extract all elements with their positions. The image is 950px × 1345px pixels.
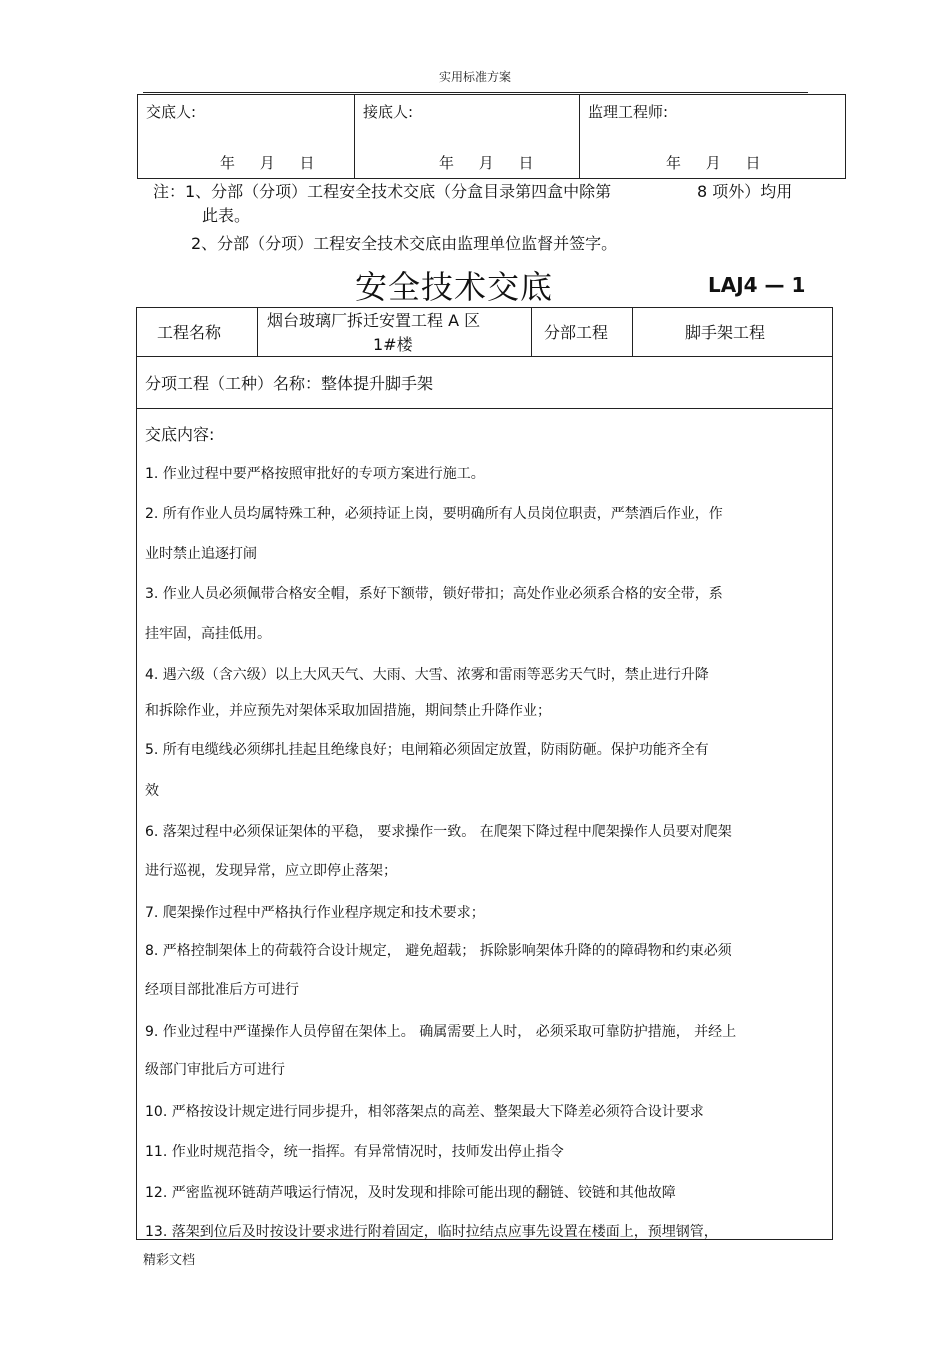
signature-table <box>137 94 846 179</box>
content-label: 交底内容: <box>145 425 215 444</box>
col-divider <box>632 308 633 357</box>
page-footer: 精彩文档 <box>143 1253 196 1268</box>
page-header: 实用标准方案 <box>438 70 511 84</box>
content-line: 7. 爬架操作过程中严格执行作业程序规定和技术要求； <box>145 905 485 921</box>
content-line: 2. 所有作业人员均属特殊工种，必须持证上岗，要明确所有人员岗位职责，严禁酒后作业，作 <box>145 506 723 522</box>
content-line: 进行巡视，发现异常，应立即停止落架； <box>145 863 397 879</box>
discloser-date: 年 月 日 <box>220 154 317 172</box>
content-line: 9. 作业过程中严谨操作人员停留在架体上。 确属需要上人时， 必须采取可靠防护措施， 并经上 <box>145 1024 737 1040</box>
content-line: 8. 严格控制架体上的荷载符合设计规定， 避免超载； 拆除影响架体升降的的障碍物和约束必须 <box>145 943 732 959</box>
signature-cell-supervisor <box>580 95 845 178</box>
project-name-value: 烟台玻璃厂拆迁安置工程 A 区 <box>267 311 481 330</box>
content-line: 1. 作业过程中要严格按照审批好的专项方案进行施工。 <box>145 466 485 482</box>
supervisor-label: 监理工程师: <box>588 103 669 121</box>
disclosure-table <box>136 307 833 1240</box>
project-name-value-2: 1#楼 <box>373 335 413 354</box>
col-divider <box>531 308 532 357</box>
part-value: 脚手架工程 <box>685 323 766 342</box>
note-2: 2、分部（分项）工程安全技术交底由监理单位监督并签字。 <box>191 234 618 253</box>
content-line: 挂牢固，高挂低用。 <box>145 626 271 642</box>
content-line: 经项目部批准后方可进行 <box>145 982 299 998</box>
form-code: LAJ4 — 1 <box>708 273 806 297</box>
header-divider <box>143 92 808 93</box>
project-name-label: 工程名称 <box>157 323 222 342</box>
content-line: 10. 严格按设计规定进行同步提升，相邻落架点的高差、整架最大下降差必须符合设计要求 <box>145 1104 704 1120</box>
content-line: 13. 落架到位后及时按设计要求进行附着固定，临时拉结点应事先设置在楼面上，预埋钢管， <box>145 1224 718 1240</box>
content-line: 5. 所有电缆线必须绑扎挂起且绝缘良好；电闸箱必须固定放置，防雨防砸。保护功能齐全有 <box>145 742 709 758</box>
receiver-label: 接底人: <box>363 103 414 121</box>
content-line: 和拆除作业，并应预先对架体采取加固措施，期间禁止升降作业； <box>145 703 551 719</box>
discloser-label: 交底人: <box>146 103 197 121</box>
part-label: 分部工程 <box>544 323 609 342</box>
content-line: 业时禁止追逐打闹 <box>145 546 257 562</box>
receiver-date: 年 月 日 <box>439 154 536 172</box>
content-line: 11. 作业时规范指令，统一指挥。有异常情况时，技师发出停止指令 <box>145 1144 564 1160</box>
document-title: 安全技术交底 <box>355 268 554 306</box>
content-line: 效 <box>145 783 159 799</box>
note-1-tail: 8 项外）均用 <box>697 182 793 201</box>
col-divider <box>257 308 258 357</box>
content-line: 4. 遇六级（含六级）以上大风天气、大雨、大雪、浓雾和雷雨等恶劣天气时，禁止进行升降 <box>145 667 709 683</box>
subitem-name: 分项工程（工种）名称：整体提升脚手架 <box>145 374 434 393</box>
content-line: 12. 严密监视环链葫芦哦运行情况，及时发现和排除可能出现的翻链、铰链和其他故障 <box>145 1185 676 1201</box>
content-line: 6. 落架过程中必须保证架体的平稳， 要求操作一致。 在爬架下降过程中爬架操作人员要对爬架 <box>145 824 732 840</box>
note-1-cont: 此表。 <box>202 206 251 225</box>
row-divider <box>137 356 832 357</box>
row-divider <box>137 408 832 409</box>
signature-cell-receiver <box>355 95 580 178</box>
content-line: 级部门审批后方可进行 <box>145 1062 285 1078</box>
signature-cell-discloser <box>138 95 355 178</box>
supervisor-date: 年 月 日 <box>666 154 763 172</box>
note-1: 注：1、分部（分项）工程安全技术交底（分盒目录第四盒中除第 <box>153 182 612 201</box>
content-line: 3. 作业人员必须佩带合格安全帽，系好下额带，锁好带扣；高处作业必须系合格的安全带，系 <box>145 586 723 602</box>
